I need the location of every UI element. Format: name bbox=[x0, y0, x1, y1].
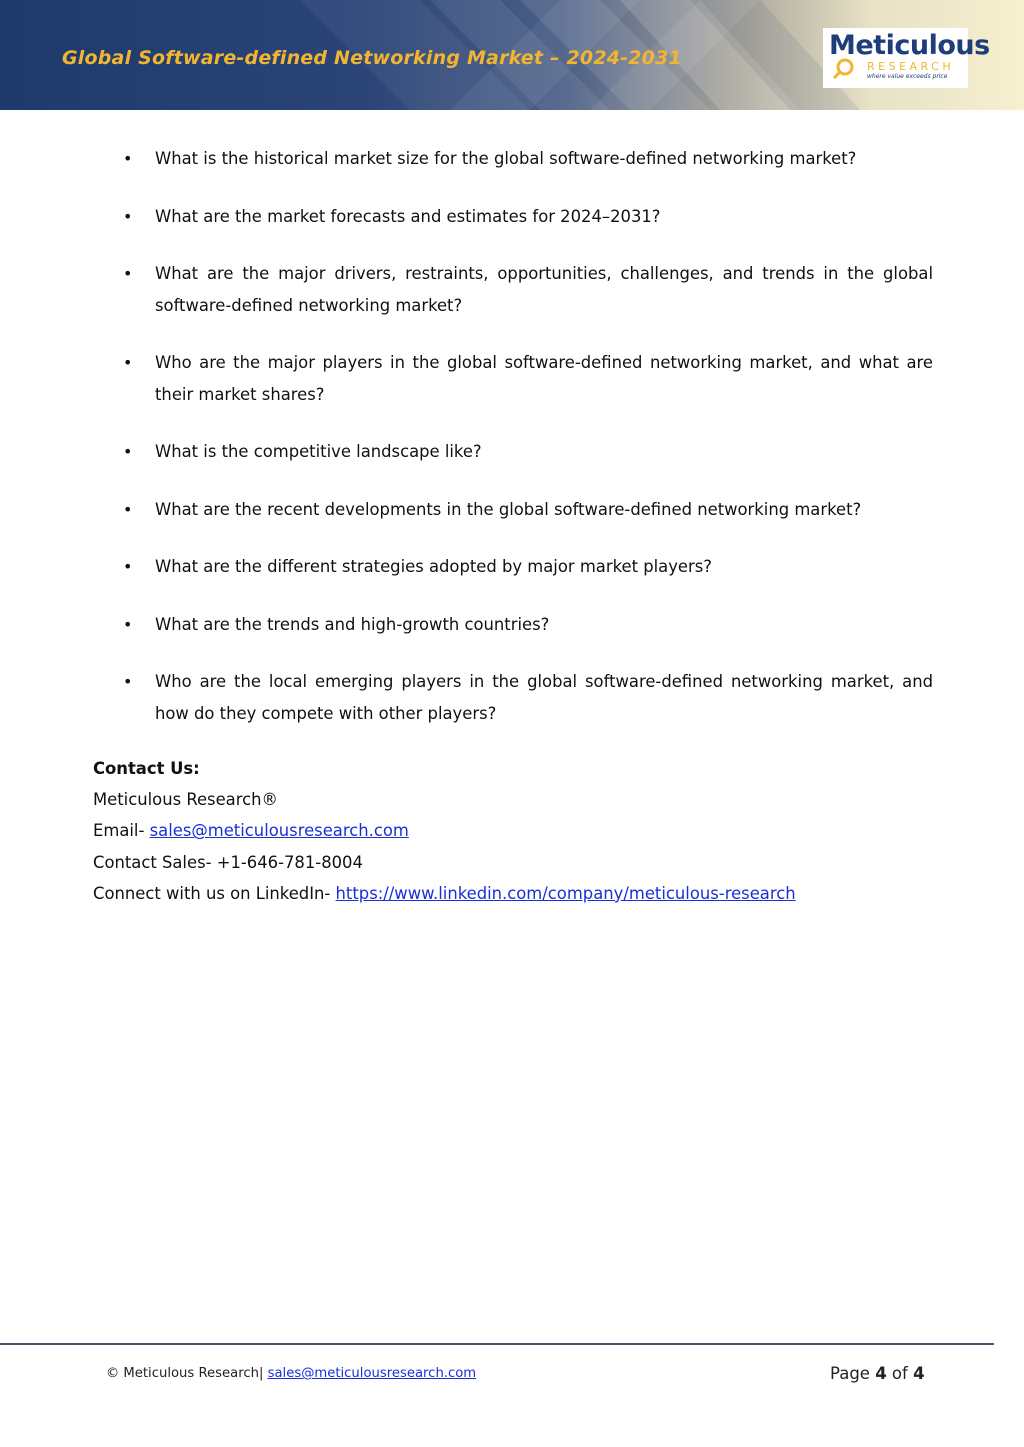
header-banner bbox=[0, 0, 1024, 110]
question-text: What are the trends and high-growth countries? bbox=[155, 614, 550, 634]
bullet-icon: • bbox=[123, 149, 133, 168]
list-item bbox=[93, 436, 933, 468]
email-line bbox=[93, 815, 796, 846]
bullet-icon: • bbox=[123, 353, 133, 372]
list-item bbox=[93, 666, 933, 729]
question-text: What are the recent developments in the global software-defined networking market? bbox=[155, 499, 862, 519]
page-of: of bbox=[886, 1364, 914, 1383]
questions-list bbox=[93, 143, 933, 755]
list-item bbox=[93, 347, 933, 410]
sales-phone: Contact Sales- +1-646-781-8004 bbox=[93, 852, 363, 872]
question-text: What are the major drivers, restraints, opportunities, challenges, and trends in the global software-defined networking market? bbox=[155, 264, 933, 315]
footer-copyright bbox=[106, 1366, 476, 1381]
contact-section bbox=[93, 753, 796, 909]
bullet-icon: • bbox=[123, 614, 133, 634]
list-item bbox=[93, 201, 933, 233]
list-item bbox=[93, 551, 933, 583]
page-word: Page bbox=[830, 1364, 876, 1383]
bullet-icon: • bbox=[123, 206, 133, 226]
bullet-icon: • bbox=[123, 672, 133, 691]
email-link[interactable]: sales@meticulousresearch.com bbox=[149, 821, 409, 841]
question-text: What is the historical market size for the global software-defined networking market? bbox=[155, 149, 857, 168]
bullet-icon: • bbox=[123, 499, 133, 519]
question-text: Who are the local emerging players in the global software-defined networking market, and how do they compete with other players? bbox=[155, 672, 933, 723]
question-text: What is the competitive landscape like? bbox=[155, 442, 482, 461]
question-text: What are the market forecasts and estimates for 2024–2031? bbox=[155, 206, 661, 226]
bullet-icon: • bbox=[123, 557, 133, 576]
document-title: Global Software-defined Networking Market – 2024-2031 bbox=[62, 47, 682, 69]
logo-wordmark: Meticulous bbox=[829, 30, 990, 61]
page-total: 4 bbox=[913, 1364, 925, 1383]
list-item bbox=[93, 143, 933, 175]
linkedin-line bbox=[93, 878, 796, 909]
list-item bbox=[93, 258, 933, 321]
question-text: Who are the major players in the global software-defined networking market, and what are their market shares? bbox=[155, 353, 933, 404]
bullet-icon: • bbox=[123, 442, 133, 461]
company-name: Meticulous Research® bbox=[93, 790, 278, 810]
bullet-icon: • bbox=[123, 264, 133, 283]
list-item bbox=[93, 494, 933, 526]
copyright-text: © Meticulous Research| bbox=[106, 1366, 268, 1381]
footer-email-link[interactable]: sales@meticulousresearch.com bbox=[267, 1366, 477, 1381]
question-text: What are the different strategies adopted by major market players? bbox=[155, 557, 712, 576]
logo-tagline: where value exceeds price bbox=[867, 73, 948, 80]
page-number bbox=[830, 1364, 925, 1383]
linkedin-label: Connect with us on LinkedIn- bbox=[93, 883, 336, 903]
email-label: Email- bbox=[93, 821, 150, 841]
contact-heading: Contact Us: bbox=[93, 759, 200, 778]
magnifier-icon bbox=[831, 58, 855, 80]
list-item bbox=[93, 609, 933, 641]
linkedin-link[interactable]: https://www.linkedin.com/company/meticulous-research bbox=[335, 883, 796, 903]
company-logo bbox=[823, 28, 990, 88]
logo-subtitle: RESEARCH bbox=[867, 60, 955, 73]
footer-divider bbox=[0, 1343, 994, 1345]
page-current: 4 bbox=[875, 1364, 887, 1383]
